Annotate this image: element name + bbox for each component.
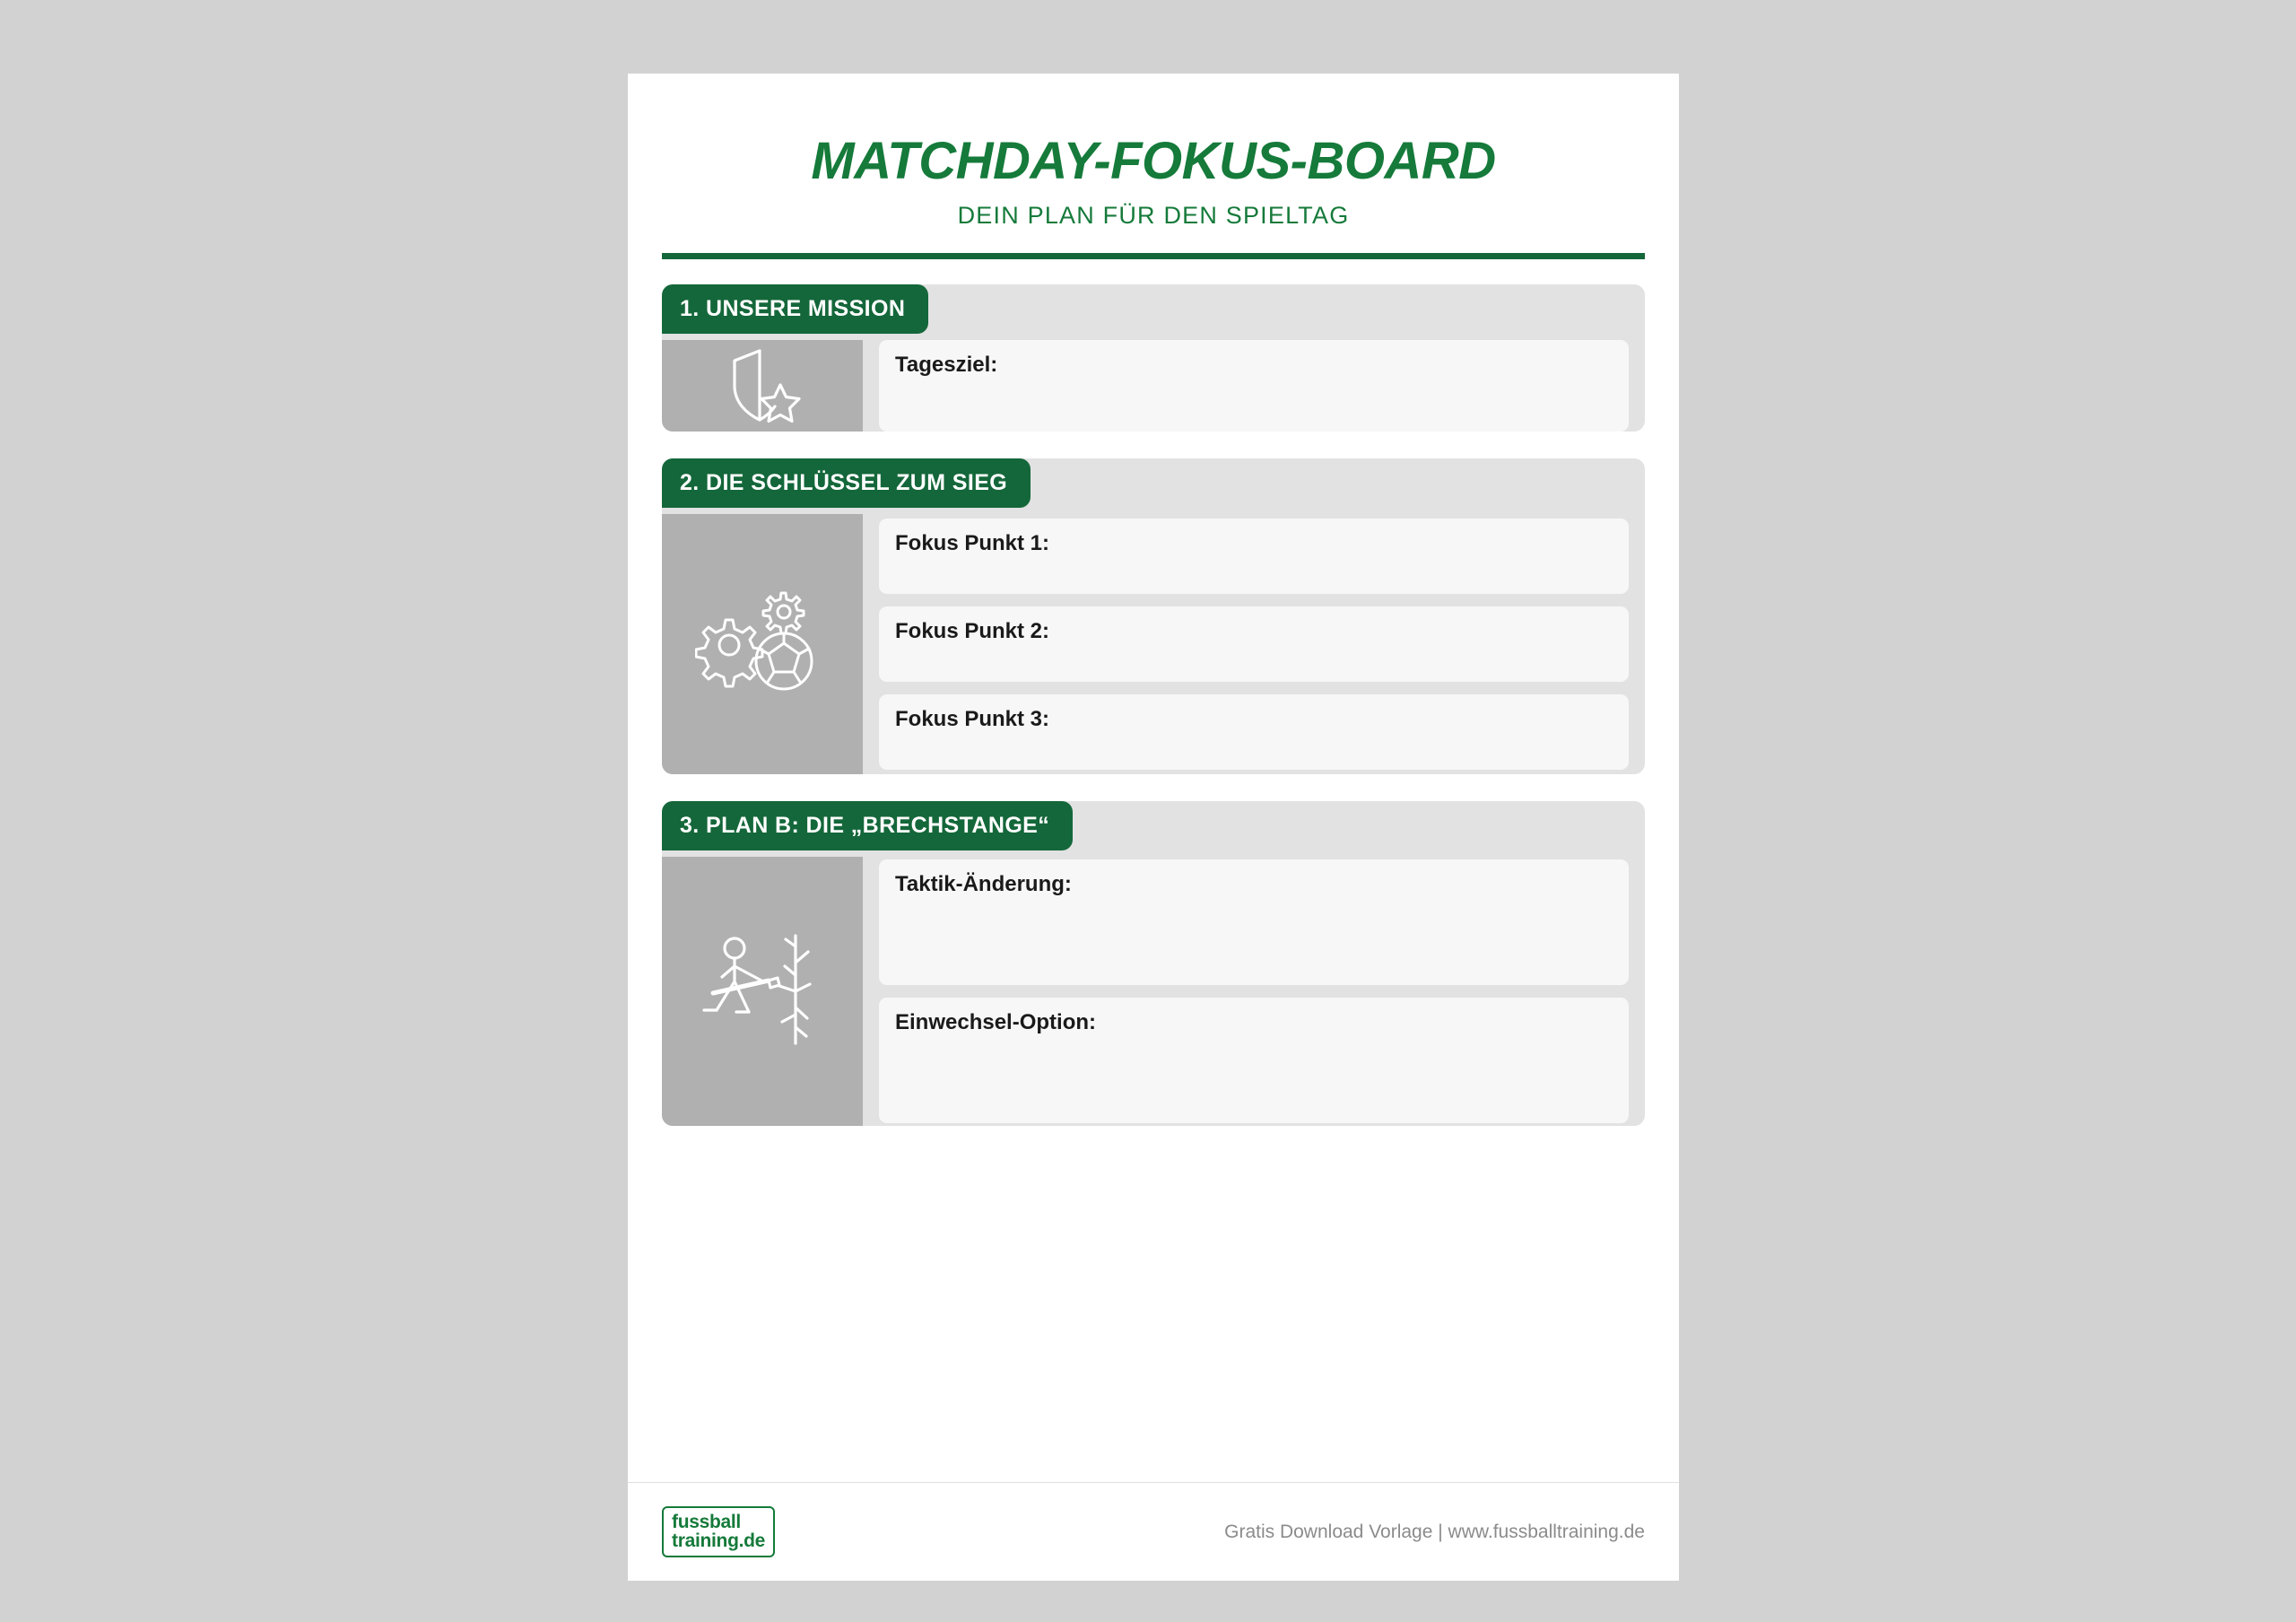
field-tagesziel[interactable] xyxy=(879,340,1629,432)
section-unsere-mission xyxy=(662,284,1645,432)
section-plan-b-brechstange xyxy=(662,801,1645,1126)
field-einwechsel-option-label: Einwechsel-Option: xyxy=(895,1009,1097,1034)
section-schluessel-zum-sieg xyxy=(662,458,1645,774)
crowbar-person-icon xyxy=(695,929,830,1054)
fussballtraining-logo xyxy=(662,1506,775,1558)
section-1-icon-column xyxy=(662,340,863,432)
field-fokus-punkt-3[interactable] xyxy=(879,694,1629,770)
field-fokus-punkt-1-label: Fokus Punkt 1: xyxy=(895,530,1050,555)
document-sheet xyxy=(628,74,1679,1581)
field-fokus-punkt-1[interactable] xyxy=(879,519,1629,594)
document-header xyxy=(628,74,1679,259)
section-2-fields xyxy=(863,514,1645,774)
field-fokus-punkt-3-label: Fokus Punkt 3: xyxy=(895,706,1050,731)
field-tagesziel-label: Tagesziel: xyxy=(895,352,998,377)
footer-note: Gratis Download Vorlage | www.fussballtraining.de xyxy=(1224,1521,1645,1542)
section-3-tab: 3. PLAN B: DIE „BRECHSTANGE“ xyxy=(662,801,1073,850)
logo-line-1: fussball xyxy=(672,1511,741,1532)
field-taktik-aenderung[interactable] xyxy=(879,859,1629,985)
header-divider xyxy=(662,253,1645,259)
field-fokus-punkt-2[interactable] xyxy=(879,606,1629,682)
shield-star-icon xyxy=(724,345,801,426)
section-2-icon-column xyxy=(662,514,863,774)
section-1-fields xyxy=(863,340,1645,432)
section-3-icon-column xyxy=(662,857,863,1126)
section-1-tab: 1. UNSERE MISSION xyxy=(662,284,928,334)
section-3-fields xyxy=(863,857,1645,1126)
logo-line-2: training.de xyxy=(672,1530,766,1551)
field-taktik-aenderung-label: Taktik-Änderung: xyxy=(895,871,1072,896)
page-subtitle: DEIN PLAN FÜR DEN SPIELTAG xyxy=(957,201,1350,229)
page-title: MATCHDAY-FOKUS-BOARD xyxy=(811,132,1496,190)
field-einwechsel-option[interactable] xyxy=(879,998,1629,1123)
gears-football-icon xyxy=(695,586,830,702)
sections-container xyxy=(628,259,1679,1126)
section-2-tab: 2. DIE SCHLÜSSEL ZUM SIEG xyxy=(662,458,1031,508)
field-fokus-punkt-2-label: Fokus Punkt 2: xyxy=(895,618,1050,643)
document-footer xyxy=(628,1482,1679,1581)
